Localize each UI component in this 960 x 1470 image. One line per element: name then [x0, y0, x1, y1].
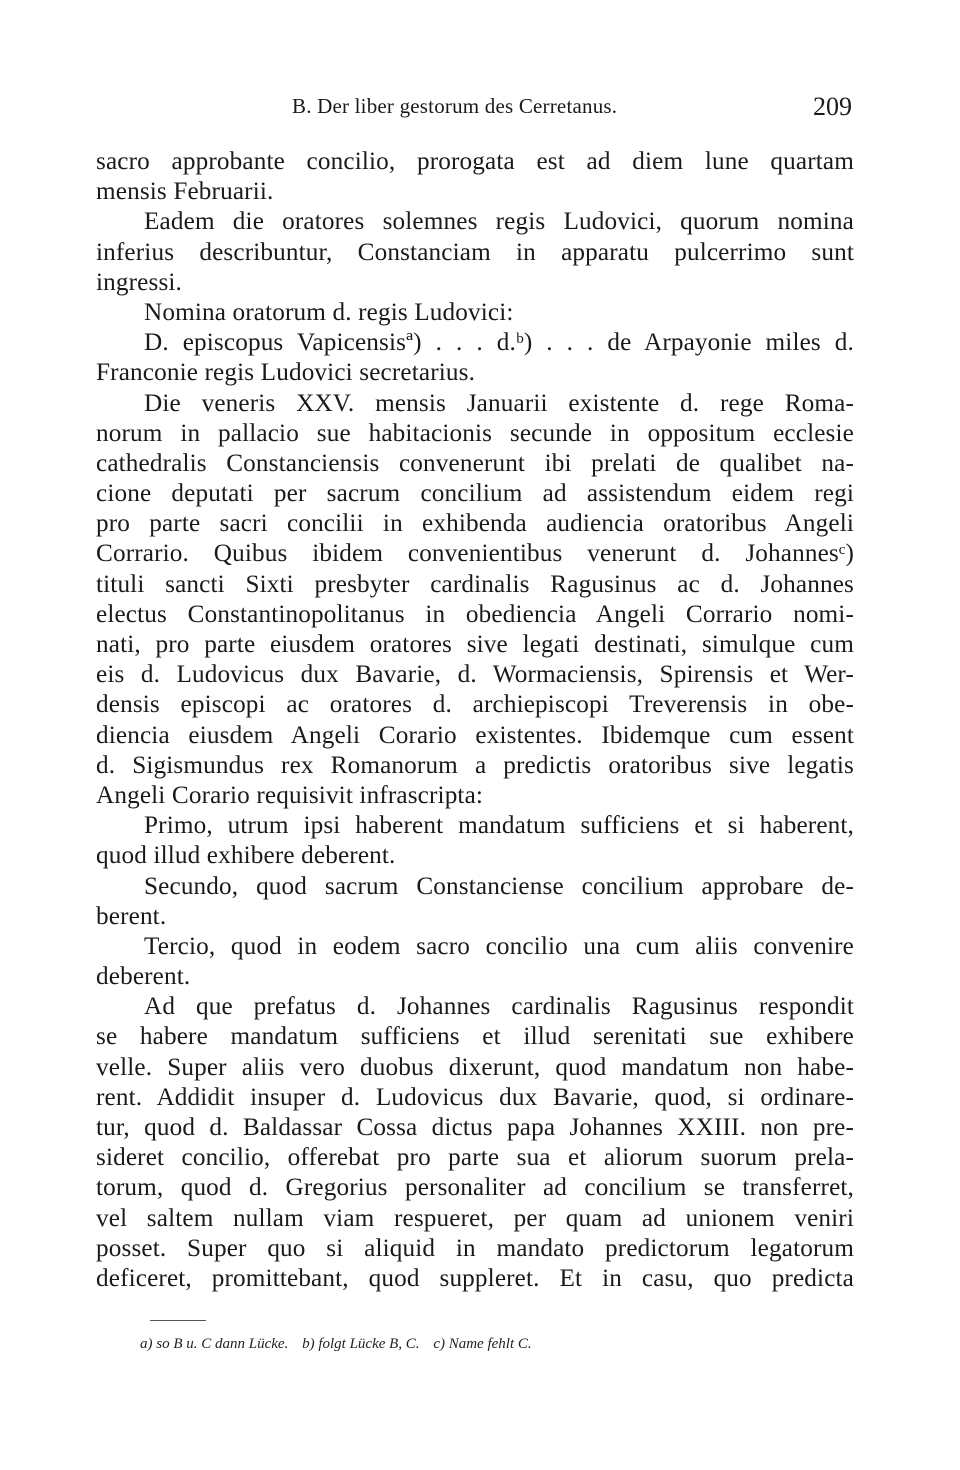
- text-line: electus Constantinopolitanus in obediencia Angeli Corrario nomi-: [96, 600, 854, 628]
- text-line: densis episcopi ac oratores d. archiepiscopi Treverensis in obe-: [96, 691, 854, 719]
- text-line: pro parte sacri concilii in exhibenda audiencia oratoribus Angeli: [96, 510, 854, 538]
- running-title: B. Der liber gestorum des Cerretanus.: [292, 94, 618, 118]
- text-line: d. Sigismundus rex Romanorum a predictis oratoribus sive legatis: [96, 751, 854, 779]
- text-line: rent. Addidit insuper d. Ludovicus dux Bavarie, quod, si ordinare-: [96, 1083, 854, 1111]
- text-line: diencia eiusdem Angeli Corario existentes. Ibidemque cum essent: [96, 721, 854, 749]
- text-line: ingressi.: [96, 268, 183, 296]
- footnotes: [140, 1336, 760, 1353]
- text-line: cathedralis Constanciensis convenerunt ibi prelati de qualibet na-: [96, 449, 854, 477]
- footnote-rule: [150, 1320, 206, 1321]
- text-line: Primo, utrum ipsi haberent mandatum sufficiens et si haberent,: [144, 812, 854, 840]
- text-line: Corrario. Quibus ibidem convenientibus venerunt d. Johannesᶜ): [96, 540, 854, 568]
- running-header: [96, 92, 856, 126]
- text-line: inferius describuntur, Constanciam in apparatu pulcerrimo sunt: [96, 238, 854, 266]
- text-line: deberent.: [96, 963, 191, 991]
- text-line: cione deputati per sacrum concilium ad assistendum eidem regi: [96, 480, 854, 508]
- text-line: Nomina oratorum d. regis Ludovici:: [144, 298, 514, 326]
- text-line: tur, quod d. Baldassar Cossa dictus papa Johannes XXIII. non pre-: [96, 1114, 854, 1141]
- text-line: posset. Super quo si aliquid in mandato predictorum legatorum: [96, 1234, 854, 1262]
- text-line: sacro approbante concilio, prorogata est ad diem lune quartam: [96, 148, 854, 175]
- page-number: 209: [813, 92, 852, 121]
- text-line: D. episcopus Vapicensisª) . . . d.ᵇ) . . . de Arpayonie miles d.: [144, 329, 854, 357]
- text-line: torum, quod d. Gregorius personaliter ad concilium se transferret,: [96, 1174, 854, 1202]
- text-line: berent.: [96, 902, 167, 930]
- text-line: vel saltem nullam viam respueret, per quam ad unionem veniri: [96, 1204, 854, 1232]
- text-line: deficeret, promittebant, quod suppleret. Et in casu, quo predicta: [96, 1264, 854, 1292]
- footnote-c: c) Name fehlt C.: [433, 1336, 532, 1352]
- text-line: mensis Februarii.: [96, 178, 274, 206]
- text-line: sideret concilio, offerebat pro parte sua et aliorum suorum prela-: [96, 1144, 854, 1172]
- text-line: Secundo, quod sacrum Constanciense concilium approbare de-: [144, 872, 854, 900]
- text-line: Tercio, quod in eodem sacro concilio una cum aliis convenire: [144, 932, 854, 960]
- text-line: eis d. Ludovicus dux Bavarie, d. Wormaciensis, Spirensis et Wer-: [96, 661, 854, 689]
- text-line: Angeli Corario requisivit infrascripta:: [96, 781, 484, 809]
- text-line: quod illud exhibere deberent.: [96, 842, 396, 870]
- text-line: se habere mandatum sufficiens et illud serenitati sue exhibere: [96, 1023, 854, 1051]
- text-line: Die veneris XXV. mensis Januarii existente d. rege Roma-: [144, 389, 854, 417]
- footnote-a: a) so B u. C dann Lücke.: [140, 1336, 289, 1352]
- text-line: Ad que prefatus d. Johannes cardinalis Ragusinus respondit: [144, 993, 854, 1021]
- text-line: velle. Super aliis vero duobus dixerunt, quod mandatum non habe-: [96, 1053, 854, 1081]
- text-line: norum in pallacio sue habitacionis secunde in oppositum ecclesie: [96, 419, 854, 447]
- text-line: Eadem die oratores solemnes regis Ludovici, quorum nomina: [144, 208, 854, 236]
- text-line: Franconie regis Ludovici secretarius.: [96, 359, 476, 387]
- main-text: [96, 147, 854, 1294]
- footnote-b: b) folgt Lücke B, C.: [302, 1336, 420, 1352]
- text-line: tituli sancti Sixti presbyter cardinalis Ragusinus ac d. Johannes: [96, 570, 854, 598]
- text-line: nati, pro parte eiusdem oratores sive legati destinati, simulque cum: [96, 631, 854, 658]
